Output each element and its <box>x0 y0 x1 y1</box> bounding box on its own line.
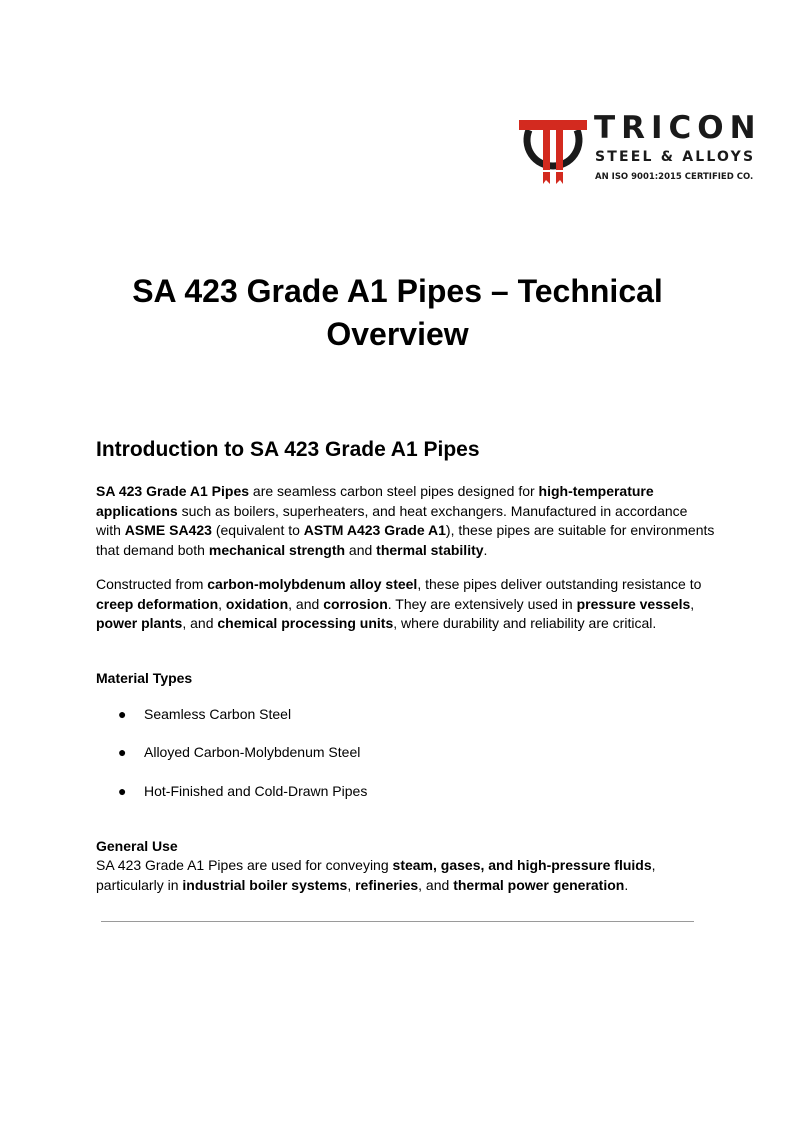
text-run: , <box>690 595 695 612</box>
text-run: such as boilers, superheaters, and heat exchangers. Manufactured in accordance with <box>96 502 688 538</box>
bold-text: high-temperature applications <box>96 483 654 519</box>
bullet-icon: ● <box>118 706 127 722</box>
text-run: are seamless carbon steel pipes designed for <box>249 483 539 499</box>
logo-name: TRICON <box>594 110 762 146</box>
bold-text: creep deformation <box>96 595 219 612</box>
bullet-icon: ● <box>118 783 127 799</box>
text-run: and <box>345 541 377 558</box>
bullet-icon: ● <box>118 744 127 760</box>
bold-text: corrosion <box>323 595 388 612</box>
bold-text: ASME SA423 <box>124 522 212 538</box>
bold-text: mechanical strength <box>208 541 346 558</box>
logo-t-tip-right <box>556 172 563 184</box>
bold-text: carbon-molybdenum alloy steel <box>207 576 418 592</box>
text-run: , <box>218 595 226 612</box>
text-run: . <box>624 876 629 893</box>
text-run: , and <box>288 595 324 612</box>
intro-paragraph-1 <box>96 482 716 560</box>
logo-t-stem-left <box>543 130 550 170</box>
bold-text: refineries <box>355 876 419 893</box>
list-item-text: Alloyed Carbon-Molybdenum Steel <box>144 744 361 760</box>
bold-text: SA 423 Grade A1 Pipes <box>96 483 250 499</box>
text-run: , where durability and reliability are critical. <box>393 615 657 631</box>
text-run: , these pipes deliver outstanding resistance to <box>417 576 702 592</box>
material-types-heading: Material Types <box>96 670 193 686</box>
text-run: , particularly in <box>96 857 656 893</box>
bold-text: industrial boiler systems <box>182 876 348 893</box>
text-run: . They are extensively used in <box>387 595 577 612</box>
bold-text: pressure vessels <box>576 595 691 612</box>
list-item-text: Seamless Carbon Steel <box>144 706 292 722</box>
bold-text: thermal power generation <box>453 876 625 893</box>
text-run: SA 423 Grade A1 Pipes are used for conveying <box>96 857 393 873</box>
text-run: (equivalent to <box>211 522 304 538</box>
bold-text: steam, gases, and high-pressure fluids <box>392 857 652 873</box>
company-logo <box>519 108 769 188</box>
text-run: , <box>347 876 356 893</box>
list-item-text: Hot-Finished and Cold-Drawn Pipes <box>144 783 368 799</box>
text-run: , and <box>418 876 454 893</box>
text-run: Constructed from <box>96 576 208 592</box>
logo-ring <box>527 130 579 166</box>
text-run: . <box>483 541 488 558</box>
bold-text: thermal stability <box>376 541 484 558</box>
text-run: , and <box>182 615 218 631</box>
bold-text: power plants <box>96 615 183 631</box>
logo-t-stem-right <box>556 130 563 170</box>
logo-tagline: STEEL & ALLOYS <box>595 149 756 165</box>
logo-certification: AN ISO 9001:2015 CERTIFIED CO. <box>595 172 754 182</box>
intro-paragraph-2 <box>96 575 716 634</box>
horizontal-divider <box>101 921 694 922</box>
general-use-heading: General Use <box>96 838 178 854</box>
text-run: ), these pipes are suitable for environments that demand both <box>96 522 715 558</box>
bold-text: chemical processing units <box>217 615 394 631</box>
page-title: SA 423 Grade A1 Pipes – Technical Overview <box>132 273 663 352</box>
logo-t-tip-left <box>543 172 550 184</box>
logo-t-bar <box>519 120 587 130</box>
bold-text: oxidation <box>225 595 289 612</box>
section-heading-introduction: Introduction to SA 423 Grade A1 Pipes <box>96 438 480 461</box>
general-use-paragraph <box>96 856 716 895</box>
bold-text: ASTM A423 Grade A1 <box>303 522 446 538</box>
tricon-logo-icon <box>519 108 587 188</box>
